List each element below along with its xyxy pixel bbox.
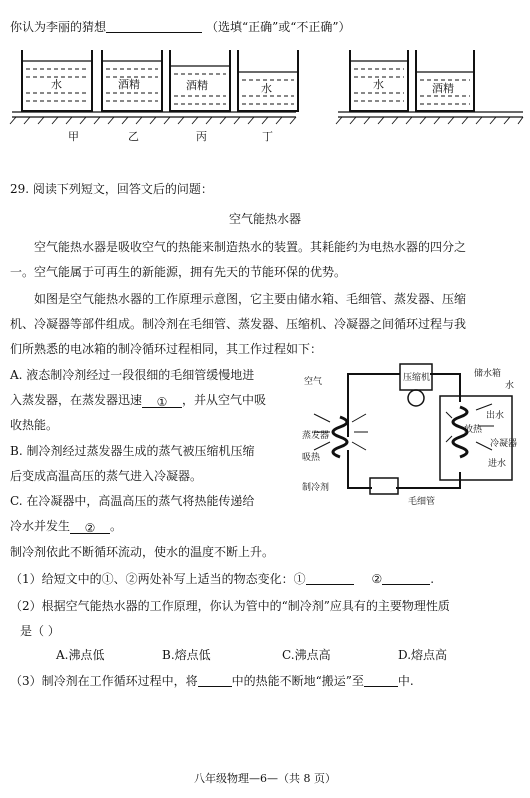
sub3-c: 中. xyxy=(397,674,414,688)
q28-prompt: 你认为李丽的猜想 xyxy=(10,20,107,34)
sub3-blank-2[interactable] xyxy=(364,674,398,687)
step-a-2 xyxy=(10,391,266,408)
sub1-mid: ② xyxy=(371,572,383,586)
beaker-label: 水 xyxy=(373,78,384,91)
label-inlet: 进水 xyxy=(488,459,507,469)
beaker-name: 丙 xyxy=(196,130,207,143)
heat-pump-diagram xyxy=(300,362,525,512)
sub1-blank-2[interactable] xyxy=(382,572,430,585)
option-a[interactable]: A.沸点低 xyxy=(56,648,105,662)
beaker-label: 酒精 xyxy=(432,82,454,95)
step-a-2b: ，并从空气中吸 xyxy=(182,393,267,407)
sub2-b: 是（ ） xyxy=(20,624,60,638)
sub1 xyxy=(10,570,434,587)
q29-title: 空气能热水器 xyxy=(228,212,301,226)
q28-hint: （选填“正确”或“不正确”） xyxy=(206,20,351,34)
para1-a: 空气能热水器是吸收空气的热能来制造热水的装置。其耗能约为电热水器的四分之 xyxy=(34,240,467,254)
beaker-label: 水 xyxy=(261,82,272,95)
label-air: 空气 xyxy=(304,377,323,387)
blank-2-mark: ② xyxy=(84,521,96,535)
label-refrigerant: 制冷剂 xyxy=(302,483,330,493)
beaker-figure xyxy=(8,44,528,150)
q28-answer-blank[interactable] xyxy=(106,20,202,33)
step-a-1: A. 液态制冷剂经过一段很细的毛细管缓慢地进 xyxy=(10,368,255,382)
para2-c: 们所熟悉的电冰箱的制冷循环过程相同，其工作过程如下： xyxy=(10,342,323,356)
beaker-label: 酒精 xyxy=(186,79,208,92)
option-c[interactable]: C.沸点高 xyxy=(282,648,331,662)
para1-b: 一。空气能属于可再生的新能源，拥有先天的节能环保的优势。 xyxy=(10,265,347,279)
step-b-2: 后变成高温高压的蒸气进入冷凝器。 xyxy=(10,469,203,483)
step-c-2b: 。 xyxy=(110,519,123,533)
beaker-label: 酒精 xyxy=(118,78,140,91)
sub1-text: （1）给短文中的①、②两处补写上适当的物态变化：① xyxy=(10,572,306,586)
blank-1-mark: ① xyxy=(156,395,168,409)
sub1-blank-1[interactable] xyxy=(306,572,354,585)
blank-1[interactable] xyxy=(142,395,182,408)
summary: 制冷剂依此不断循环流动，使水的温度不断上升。 xyxy=(10,545,275,559)
step-c-2 xyxy=(10,517,122,534)
sub3-b: 中的热能不断地“搬运”至 xyxy=(231,674,364,688)
label-evaporator: 蒸发器 xyxy=(302,431,330,441)
sub3 xyxy=(10,672,414,689)
sub2-a: （2）根据空气能热水器的工作原理，你认为管中的“制冷剂”应具有的主要物理性质 xyxy=(10,599,450,613)
option-b[interactable]: B.熔点低 xyxy=(162,648,211,662)
label-heat-absorb: 吸热 xyxy=(302,453,321,463)
beaker-name: 乙 xyxy=(128,130,139,143)
option-d[interactable]: D.熔点高 xyxy=(398,648,448,662)
beaker-name: 甲 xyxy=(68,130,79,143)
para2-b: 机、冷凝器等部件组成。制冷剂在毛细管、蒸发器、压缩机、冷凝器之间循环过程与我 xyxy=(10,317,467,331)
label-compressor: 压缩机 xyxy=(403,373,431,383)
step-c-2a: 冷水并发生 xyxy=(10,519,71,533)
step-b-1: B. 制冷剂经过蒸发器生成的蒸气被压缩机压缩 xyxy=(10,444,255,458)
label-outlet: 出水 xyxy=(486,411,505,421)
beaker-name: 丁 xyxy=(262,130,273,143)
para2-a: 如图是空气能热水器的工作原理示意图，它主要由储水箱、毛细管、蒸发器、压缩 xyxy=(34,292,467,306)
beaker-label: 水 xyxy=(51,78,62,91)
sub1-end: . xyxy=(430,572,435,586)
label-capillary: 毛细管 xyxy=(408,497,436,507)
q28-line xyxy=(10,18,351,35)
label-water: 水 xyxy=(505,381,515,391)
step-a-2a: 入蒸发器，在蒸发器迅速 xyxy=(10,393,143,407)
sub3-a: （3）制冷剂在工作循环过程中，将 xyxy=(10,674,198,688)
step-c-1: C. 在冷凝器中，高温高压的蒸气将热能传递给 xyxy=(10,494,255,508)
step-a-3: 收热能。 xyxy=(10,418,59,432)
label-tank: 储水箱 xyxy=(474,369,502,379)
page-footer: 八年级物理—6—（共 8 页） xyxy=(194,772,336,785)
q29-header: 29. 阅读下列短文，回答文后的问题： xyxy=(10,182,213,196)
sub3-blank-1[interactable] xyxy=(198,674,232,687)
blank-2[interactable] xyxy=(70,521,110,534)
label-condenser: 冷凝器 xyxy=(490,439,518,449)
label-heat-release: 放热 xyxy=(464,425,483,435)
